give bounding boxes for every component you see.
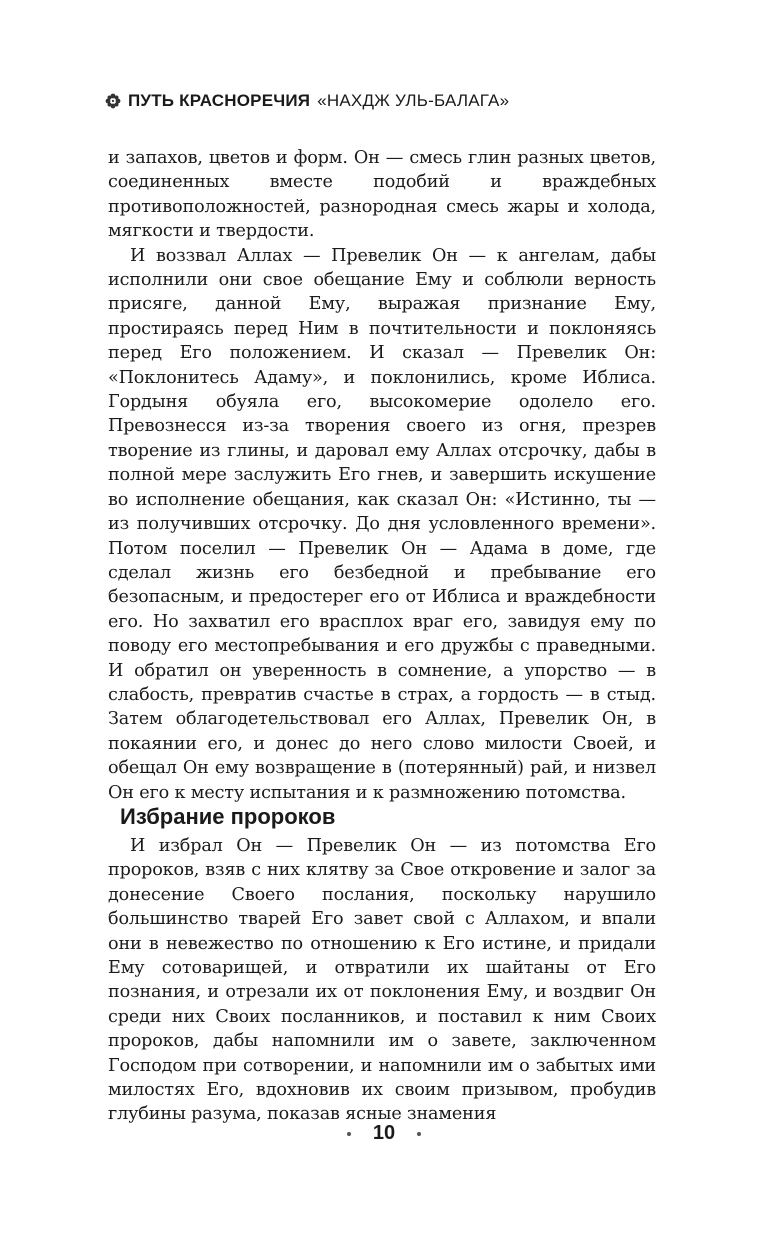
paragraph: И избрал Он — Превелик Он — из потомства Его пророков, взяв с них клятву за Свое откровение и залог за донесение Своего послания, поскольку нарушило большинство тварей Его завет свой с Аллахом, и впали они в невежество по отношению к Его истине, и придали Ему сотоварищей, и отвратили их шайтаны от Его познания, и отрезали их от поклонения Ему, и воздвиг Он среди них Своих посланников, и поставил к ним Своих пророков, дабы напомнили им о завете, заключенном Господом при сотворении, и напомнили им о забытых ими милостях Его, вдохновив их своим призывом, пробудив глубины разума, показав ясные знамения (108, 836, 656, 1125)
running-head (105, 89, 509, 113)
body-text (108, 146, 656, 805)
page-number-footer (0, 1122, 768, 1145)
running-head-subtitle: «НАХДЖ УЛЬ-БАЛАГА» (317, 91, 510, 110)
section-heading: Избрание пророков (120, 804, 336, 829)
dot-ornament-icon (417, 1132, 421, 1136)
section-body-text (108, 834, 656, 1127)
running-head-title: ПУТЬ КРАСНОРЕЧИЯ (128, 91, 311, 110)
page-number: 10 (372, 1122, 396, 1144)
dot-ornament-icon (347, 1132, 351, 1136)
flower-ornament-icon (105, 93, 121, 109)
paragraph: И воззвал Аллах — Превелик Он — к ангелам, дабы исполнили они свое обещание Ему и соблюли верность присяге, данной Ему, выражая признание Ему, простираясь перед Ним в почтительности и поклоняясь перед Его положением. И сказал — Превелик Он: «Поклонитесь Адаму», и поклонились, кроме Иблиса. Гордыня обуяла его, высокомерие одолело его. Превознесся из-за творения своего из огня, презрев творение из глины, и даровал ему Аллах отсрочку, дабы в полной мере заслужить Его гнев, и завершить искушение во исполнение обещания, как сказал Он: «Истинно, ты — из получивших отсрочку. До дня условленного времени». Потом поселил — Превелик Он — Адама в доме, где сделал жизнь его безбедной и пребывание его безопасным, и предостерег его от Иблиса и враждебности его. Но захватил его врасплох враг его, завидуя ему по поводу его местопребывания и его дружбы с праведными. И обратил он уверенность в сомнение, а упорство — в слабость, превратив счастье в страх, а гордость — в стыд. Затем облагодетельствовал его Аллах, Превелик Он, в покаянии его, и донес до него слово милости Своей, и обещал Он ему возвращение в (потерянный) рай, и низвел Он его к месту испытания и к размножению потомства. (108, 245, 656, 803)
paragraph: и запахов, цветов и форм. Он — смесь глин разных цветов, соединенных вместе подобий и враждебных противоположностей, разнородная смесь жары и холода, мягкости и твердости. (108, 148, 656, 242)
